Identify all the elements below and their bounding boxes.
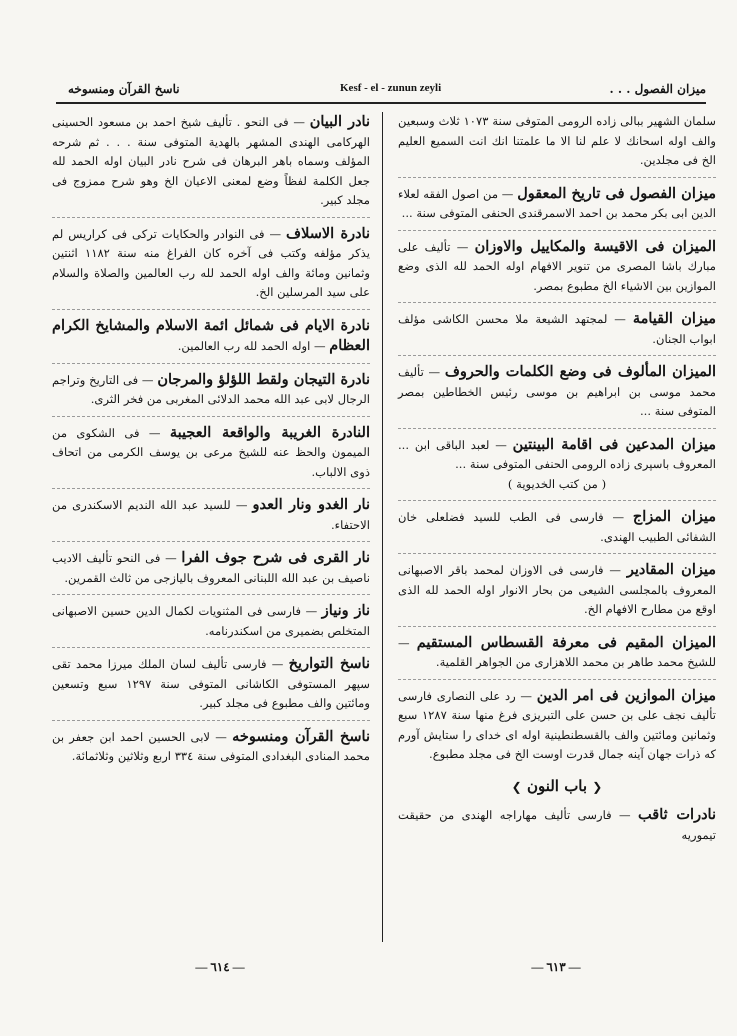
entry	[398, 362, 716, 429]
entry-title: ميزان الفصول فى تاريخ المعقول	[517, 184, 716, 202]
ornament-left: ❮	[592, 779, 603, 794]
entry-body: — فارسى فى المثنويات لكمال الدين حسين الاصبهانى المتخلص بضميرى من اسكندرنامه.	[52, 604, 370, 638]
entry-body: — تأليف محمد موسى بن ابراهيم بن موسى رئيس الخطاطين بمصر المتوفى سنة ...	[398, 365, 716, 418]
entry-note: ( من كتب الخديوية )	[507, 476, 607, 491]
entry-title: ميزان المقادير	[626, 561, 716, 578]
entry-body: — فارسى تأليف مهاراجه الهندى من حقيقت تيموريه	[398, 808, 716, 842]
entry	[52, 548, 370, 595]
entry	[52, 224, 370, 310]
header-left-title: ناسخ القرآن ومنسوخه	[68, 82, 180, 96]
entry-body: — للسيد عبد الله النديم الاسكندرى من الاحتفاء.	[52, 498, 370, 532]
entry	[398, 184, 716, 231]
entry-body: — لمجتهد الشيعة ملا محسن الكاشى مؤلف ابواب الجنان.	[398, 312, 716, 346]
entry-body: — من اصول الفقه لعلاء الدين ابى بكر محمد بن احمد الاسمرقندى الحنفى المتوفى سنة ...	[398, 186, 716, 220]
right-column	[398, 112, 716, 857]
entry-title: الميزان فى الاقيسة والمكاييل والاوزان	[474, 237, 716, 255]
entry-title: النادرة الغريبة والواقعة العجيبة	[169, 423, 371, 441]
entry-body: — تأليف على مبارك باشا المصرى من تنوير الافهام اوله الحمد لله الذى وضع الموازين بين الاشياء الخ مطبوع بمصر.	[398, 239, 716, 293]
page-number-left: — ٦١٤ —	[195, 960, 245, 974]
entry-body: — فى الشكوى من الميمون والحظ عنه للشيخ مرعى بن يوسف الكرمى من اتحاف ذوى الالباب.	[52, 425, 370, 479]
entry-title: نادرة الاسلاف	[286, 224, 370, 242]
entry-body: — فى النحو . تأليف شيخ احمد بن مسعود الحسينى الهركامى الهندى المشهر بالهدية المتوفى سنة . . . ثم شرحه المؤلف وسماه باهر البرهان فى شرح نادر البيان اوله الحمد لله جعل الكلمة لفظاً وضع لمعنى الاعيان الخ وهو شرح ممزوج فى مجلد كبير.	[52, 115, 370, 207]
entry	[52, 370, 370, 417]
entry	[398, 435, 716, 502]
entry	[398, 237, 716, 304]
section-heading	[398, 777, 716, 798]
entry	[398, 112, 716, 178]
header-rule	[56, 102, 706, 104]
entry-title: نادرة التيجان ولقط اللؤلؤ والمرجان	[157, 370, 371, 388]
page-number-right: — ٦١٣ —	[531, 960, 581, 974]
entry-body: سلمان الشهير ببالى زاده الرومى المتوفى سنة ١٠٧٣ ثلاث وسبعين والف اوله اسحانك لا علم لنا الا ما علمتنا انك انت السميع العليم الخ فى مجلدين.	[398, 114, 716, 167]
entry	[52, 316, 370, 364]
entry	[398, 560, 716, 627]
header-center-title: Kesf - el - zunun zeyli	[340, 82, 442, 94]
entry	[398, 686, 716, 771]
entry	[52, 727, 370, 773]
entry	[52, 495, 370, 542]
entry-title: نادرات ثاقب	[638, 806, 716, 823]
entry-title: نادرة الايام فى شمائل ائمة الاسلام والمشايخ الكرام العظام	[52, 316, 370, 354]
entry	[52, 112, 370, 218]
entry-title: ميزان القيامة	[632, 310, 717, 327]
entry-title: ناز ونياز	[321, 602, 371, 619]
entry-body: — للشيخ محمد طاهر بن محمد اللاهزارى من الجواهر القلمية.	[398, 635, 716, 669]
entry-body: — فارسى فى الاوزان لمحمد باقر الاصبهانى المعروف بالمجلسى الشيعى من بحار الانوار اوله الحمد لله الذى اوقع من مطارح الافهام الخ.	[398, 563, 716, 616]
entry-title: ميزان الموازين فى امر الدين	[536, 686, 716, 704]
entry-body: — لابى الحسين احمد ابن جعفر بن محمد المنادى البغدادى المتوفى سنة ٣٣٤ اربع وثلاثين وثلاثمائة.	[52, 729, 370, 763]
entry-title: ميزان المزاج	[632, 508, 717, 525]
entry	[398, 507, 716, 554]
entry-title: ميزان المدعين فى اقامة البينتين	[512, 435, 716, 453]
right-entries	[398, 112, 716, 771]
right-after-entries	[398, 805, 716, 851]
entry-body: — فى التاريخ وتراجم الرجال لابى عبد الله محمد الدلائى المغربى من فخر الثرى.	[52, 372, 370, 406]
entry-body: — فارسى تأليف لسان الملك ميرزا محمد تقى سپهر المستوفى الكاشانى المتوفى سنة ١٢٩٧ سبع وتسعين ومائتين والف مطبوع فى مجلد كبير.	[52, 657, 370, 710]
entry	[52, 654, 370, 721]
entry	[52, 423, 370, 490]
entry	[398, 309, 716, 356]
entry-body: — فى النوادر والحكايات تركى فى كراريس لم يذكر مؤلفه وكتب فى آخره كان الفراغ منه سنة ١١٨٢ اثنتين وثمانين ومائة والف اوله الحمد لله رب العالمين والصلاة والسلام على سيد المرسلين الخ.	[52, 226, 370, 299]
left-entries	[52, 112, 370, 773]
entry	[398, 633, 716, 680]
section-title: باب النون	[526, 776, 588, 795]
entry-body: — فى النحو تأليف الاديب ناصيف بن عبد الله اللبنانى المعروف باليازجى من ثالث القمرين.	[52, 551, 370, 585]
left-column	[52, 112, 370, 779]
entry	[52, 601, 370, 648]
entry-body: — لعبد الباقى ابن ... المعروف باسپرى زاده الرومى الحنفى المتوفى سنة ...	[398, 437, 716, 471]
entry-title: الميزان المقيم فى معرفة القسطاس المستقيم	[416, 633, 717, 651]
entry-title: نار الغدو ونار العدو	[252, 496, 371, 513]
entry-title: الميزان المألوف فى وضع الكلمات والحروف	[444, 363, 716, 380]
entry-title: نار القرى فى شرح جوف الفرا	[181, 549, 371, 566]
entry-title: ناسخ القرآن ومنسوخه	[232, 727, 371, 745]
header-right-title: ميزان الفصول . . .	[609, 82, 706, 96]
ornament-right: ❯	[511, 779, 522, 794]
column-divider	[382, 112, 383, 942]
entry-body: — فارسى فى الطب للسيد فضلعلى خان الشفائى الطبيب الهندى.	[398, 510, 716, 544]
entry	[398, 805, 716, 851]
entry-body: — اوله الحمد لله رب العالمين.	[177, 339, 326, 353]
page-header	[40, 78, 712, 100]
entry-title: نادر البيان	[309, 113, 370, 130]
entry-body: — رد على النصارى فارسى تأليف نجف على بن حسن على التبريزى فرغ منها سنة ١٢٨٧ سبع وثمانين ومائتين والف بالقسطنطينية اوله اى خداى را ستايش آورم كه ذرات جهان آينه جمال قدرت اوست الخ فى مجلد مطبوع.	[398, 688, 716, 761]
entry-title: ناسخ التواريخ	[288, 655, 370, 672]
